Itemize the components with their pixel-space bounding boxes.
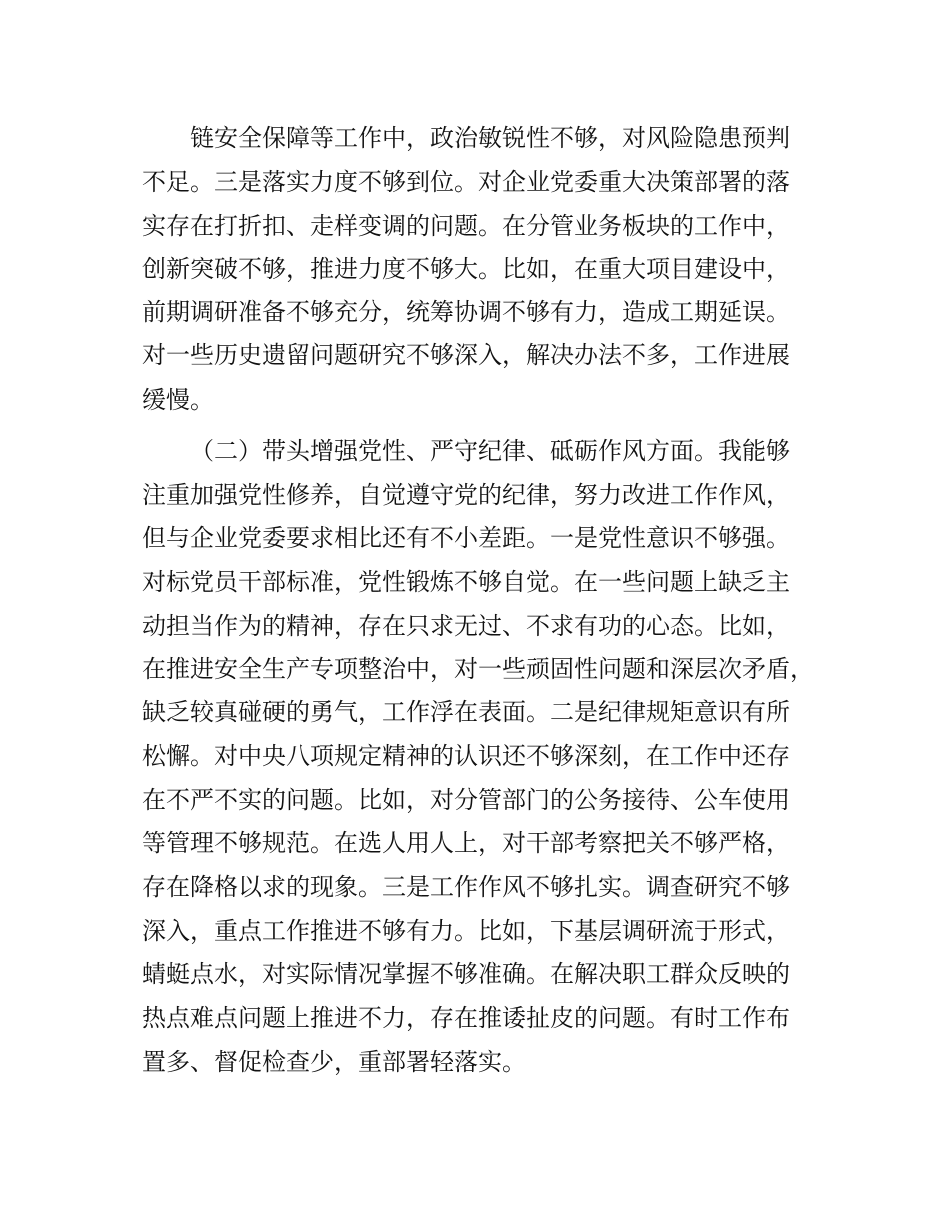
- text-line: 实存在打折扣、走样变调的问题。在分管业务板块的工作中，: [142, 212, 790, 240]
- text-line: 蜻蜓点水，对实际情况掌握不够准确。在解决职工群众反映的: [142, 960, 790, 988]
- text-line: 对标党员干部标准，党性锻炼不够自觉。在一些问题上缺乏主: [142, 568, 790, 596]
- text-line: 注重加强党性修养，自觉遵守党的纪律，努力改进工作作风，: [142, 481, 790, 509]
- text-line: 置多、督促检查少，重部署轻落实。: [142, 1048, 526, 1076]
- text-line: 缺乏较真碰硬的勇气，工作浮在表面。二是纪律规矩意识有所: [142, 698, 790, 726]
- text-line: 链安全保障等工作中，政治敏锐性不够，对风险隐患预判: [190, 124, 790, 152]
- text-line: 等管理不够规范。在选人用人上，对干部考察把关不够严格，: [142, 829, 790, 857]
- text-line: 在推进安全生产专项整治中，对一些顽固性问题和深层次矛盾，: [142, 655, 814, 683]
- text-line: 深入，重点工作推进不够有力。比如，下基层调研流于形式，: [142, 917, 790, 945]
- text-line: 热点难点问题上推进不力，存在推诿扯皮的问题。有时工作布: [142, 1004, 790, 1032]
- text-line: 前期调研准备不够充分，统筹协调不够有力，造成工期延误。: [142, 298, 790, 326]
- text-line: 在不严不实的问题。比如，对分管部门的公务接待、公车使用: [142, 786, 790, 814]
- text-line: 对一些历史遗留问题研究不够深入，解决办法不多，工作进展: [142, 341, 790, 369]
- text-line: 但与企业党委要求相比还有不小差距。一是党性意识不够强。: [142, 524, 790, 552]
- text-line: 存在降格以求的现象。三是工作作风不够扎实。调查研究不够: [142, 873, 790, 901]
- text-line: 创新突破不够，推进力度不够大。比如，在重大项目建设中，: [142, 255, 790, 283]
- text-line: 动担当作为的精神，存在只求无过、不求有功的心态。比如，: [142, 612, 790, 640]
- text-line: 松懈。对中央八项规定精神的认识还不够深刻，在工作中还存: [142, 742, 790, 770]
- text-line: 不足。三是落实力度不够到位。对企业党委重大决策部署的落: [142, 168, 790, 196]
- text-line: 缓慢。: [142, 386, 214, 414]
- text-line: （二）带头增强党性、严守纪律、砥砺作风方面。我能够: [190, 437, 790, 465]
